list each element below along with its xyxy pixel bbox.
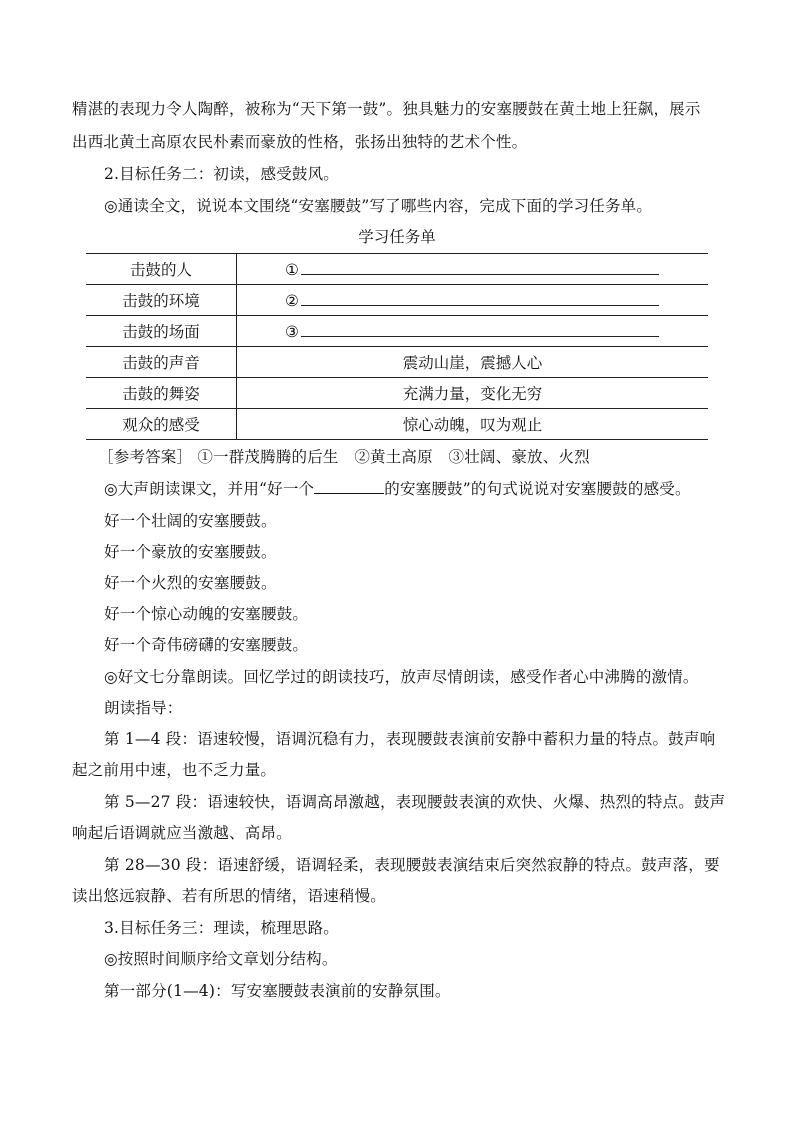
table-row (86, 409, 708, 440)
row-label: 击鼓的环境 (86, 285, 237, 316)
row-label: 观众的感受 (86, 409, 237, 440)
answer-blank-line (301, 321, 659, 337)
example-sentence: 好一个惊心动魄的安塞腰鼓。 (104, 605, 309, 623)
table-row (86, 254, 708, 285)
read-aloud-text-after: 的安塞腰鼓”的句式说说对安塞腰鼓的感受。 (384, 480, 691, 498)
intro-line: 出西北黄土高原农民朴素而豪放的性格，张扬出独特的艺术个性。 (72, 133, 528, 151)
blank-marker: ① (285, 261, 299, 279)
example-sentence: 好一个豪放的安塞腰鼓。 (104, 543, 277, 561)
guide-paragraph-3: 第 28—30 段：语速舒缓，语调轻柔，表现腰鼓表演结束后突然寂静的特点。鼓声落，要 (104, 856, 720, 874)
task2-heading: 2.目标任务二：初读，感受鼓风。 (104, 165, 339, 183)
example-sentence: 好一个壮阔的安塞腰鼓。 (104, 512, 277, 530)
fill-blank-line (314, 479, 384, 494)
table-title: 学习任务单 (358, 228, 436, 246)
row-label: 击鼓的场面 (86, 316, 237, 347)
study-task-table (86, 253, 708, 440)
guide-paragraph-1-cont: 起之前用中速，也不乏力量。 (72, 761, 277, 779)
blank-marker: ③ (285, 323, 299, 341)
row-value: 惊心动魄，叹为观止 (237, 409, 709, 440)
good-reading-tip: ◎好文七分靠朗读。回忆学过的朗读技巧，放声尽情朗读，感受作者心中沸腾的激情。 (104, 668, 699, 686)
row-label: 击鼓的人 (86, 254, 237, 285)
table-row (86, 316, 708, 347)
table-row (86, 378, 708, 409)
guide-paragraph-1: 第 1—4 段：语速较慢，语调沉稳有力，表现腰鼓表演前安静中蓄积力量的特点。鼓声响 (104, 730, 716, 748)
table-row (86, 285, 708, 316)
task3-part1: 第一部分(1—4)：写安塞腰鼓表演前的安静氛围。 (104, 982, 451, 1000)
row-value: 充满力量，变化无穷 (237, 378, 709, 409)
read-aloud-instruction (104, 478, 722, 500)
task3-heading: 3.目标任务三：理读，梳理思路。 (104, 919, 339, 937)
example-sentence: 好一个奇伟磅礴的安塞腰鼓。 (104, 636, 309, 654)
reference-answer: ［参考答案］ ①一群茂腾腾的后生 ②黄土高原 ③壮阔、豪放、火烈 (98, 448, 590, 466)
table-row (86, 347, 708, 378)
intro-line: 精湛的表现力令人陶醉，被称为“天下第一鼓”。独具魅力的安塞腰鼓在黄土地上狂飙，展示 (72, 100, 701, 118)
example-sentence: 好一个火烈的安塞腰鼓。 (104, 574, 277, 592)
guide-heading: 朗读指导： (104, 699, 183, 717)
task2-instruction: ◎通读全文，说说本文围绕“安塞腰鼓”写了哪些内容，完成下面的学习任务单。 (104, 197, 653, 215)
row-label: 击鼓的声音 (86, 347, 237, 378)
row-value: 震动山崖，震撼人心 (237, 347, 709, 378)
fill-blank-cell (237, 316, 709, 347)
task3-instruction: ◎按照时间顺序给文章划分结构。 (104, 950, 338, 968)
row-label: 击鼓的舞姿 (86, 378, 237, 409)
fill-blank-cell (237, 285, 709, 316)
answer-blank-line (301, 259, 659, 275)
guide-paragraph-2-cont: 响起后语调就应当激越、高昂。 (72, 824, 292, 842)
guide-paragraph-2: 第 5—27 段：语速较快，语调高昂激越，表现腰鼓表演的欢快、火爆、热烈的特点。鼓声 (104, 793, 726, 811)
fill-blank-cell (237, 254, 709, 285)
guide-paragraph-3-cont: 读出悠远寂静、若有所思的情绪，语速稍慢。 (72, 887, 387, 905)
answer-blank-line (301, 290, 659, 306)
read-aloud-text-before: ◎大声朗读课文，并用“好一个 (104, 480, 315, 498)
blank-marker: ② (285, 292, 299, 310)
